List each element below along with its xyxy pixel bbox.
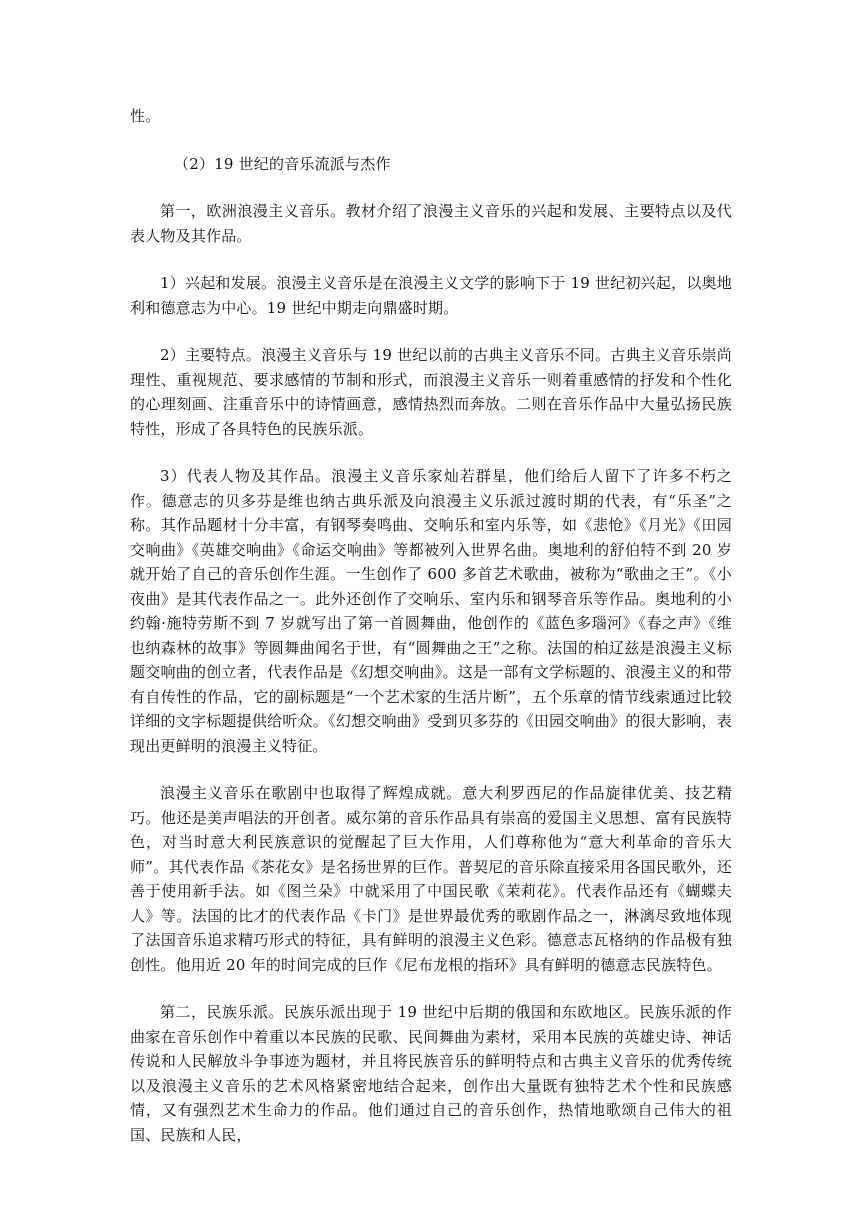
- paragraph-romantic-intro: 第一，欧洲浪漫主义音乐。教材介绍了浪漫主义音乐的兴起和发展、主要特点以及代表人物及其作品。: [130, 202, 732, 245]
- paragraph-opera: 浪漫主义音乐在歌剧中也取得了辉煌成就。意大利罗西尼的作品旋律优美、技艺精巧。他还是美声唱法的开创者。威尔第的音乐作品具有崇高的爱国主义思想、富有民族特色，对当时意大利民族意识的觉醒起了巨大作用，人们尊称他为“意大利革命的音乐大师”。其代表作品《茶花女》是名扬世界的巨作。普契尼的音乐除直接采用各国民歌外，还善于使用新手法。如《图兰朵》中就采用了中国民歌《茉莉花》。代表作品还有《蝴蝶夫人》等。法国的比才的代表作品《卡门》是世界最优秀的歌剧作品之一，淋漓尽致地体现了法国音乐追求精巧形式的特征，具有鲜明的浪漫主义色彩。德意志瓦格纳的作品极有独创性。他用近 20 年的时间完成的巨作《尼布龙根的指环》具有鲜明的德意志民族特色。: [130, 784, 732, 974]
- section-heading: （2）19 世纪的音乐流派与杰作: [174, 154, 391, 173]
- paragraph-continuation: 性。: [130, 107, 161, 125]
- paragraph-main-features: 2）主要特点。浪漫主义音乐与 19 世纪以前的古典主义音乐不同。古典主义音乐崇尚理性、重视规范、要求感情的节制和形式，而浪漫主义音乐一则着重感情的抒发和个性化的心理刻画、注重音乐中的诗情画意，感情热烈而奔放。二则在音乐作品中大量弘扬民族特性，形成了各具特色的民族乐派。: [130, 346, 732, 438]
- paragraph-national-school: 第二，民族乐派。民族乐派出现于 19 世纪中后期的俄国和东欧地区。民族乐派的作曲家在音乐创作中着重以本民族的民歌、民间舞曲为素材，采用本民族的英雄史诗、神话传说和人民解放斗争事迹为题材，并且将民族音乐的鲜明特点和古典主义音乐的优秀传统以及浪漫主义音乐的艺术风格紧密地结合起来，创作出大量既有独特艺术个性和民族感情，又有强烈艺术生命力的作品。他们通过自己的音乐创作，热情地歌颂自己伟大的祖国、民族和人民，: [130, 1003, 732, 1144]
- paragraph-representatives: 3）代表人物及其作品。浪漫主义音乐家灿若群星，他们给后人留下了许多不朽之作。德意志的贝多芬是维也纳古典乐派及向浪漫主义乐派过渡时期的代表，有“乐圣”之称。其作品题材十分丰富，有钢琴奏鸣曲、交响乐和室内乐等，如《悲怆》《月光》《田园交响曲》《英雄交响曲》《命运交响曲》等都被列入世界名曲。奥地利的舒伯特不到 20 岁就开始了自己的音乐创作生涯。一生创作了 600 多首艺术歌曲，被称为“歌曲之王”。《小夜曲》是其代表作品之一。此外还创作了交响乐、室内乐和钢琴音乐等作品。奥地利的小约翰·施特劳斯不到 7 岁就写出了第一首圆舞曲，他创作的《蓝色多瑙河》《春之声》《维也纳森林的故事》等圆舞曲闻名于世，有“圆舞曲之王”之称。法国的柏辽兹是浪漫主义标题交响曲的创立者，代表作品是《幻想交响曲》。这是一部有文学标题的、浪漫主义的和带有自传性的作品，它的副标题是“一个艺术家的生活片断”，五个乐章的情节线索通过比较详细的文字标题提供给听众。《幻想交响曲》受到贝多芬的《田园交响曲》的很大影响，表现出更鲜明的浪漫主义特征。: [130, 467, 732, 755]
- document-page: [130, 104, 732, 1147]
- paragraph-rise-development: 1）兴起和发展。浪漫主义音乐是在浪漫主义文学的影响下于 19 世纪初兴起，以奥地利和德意志为中心。19 世纪中期走向鼎盛时期。: [130, 274, 732, 317]
